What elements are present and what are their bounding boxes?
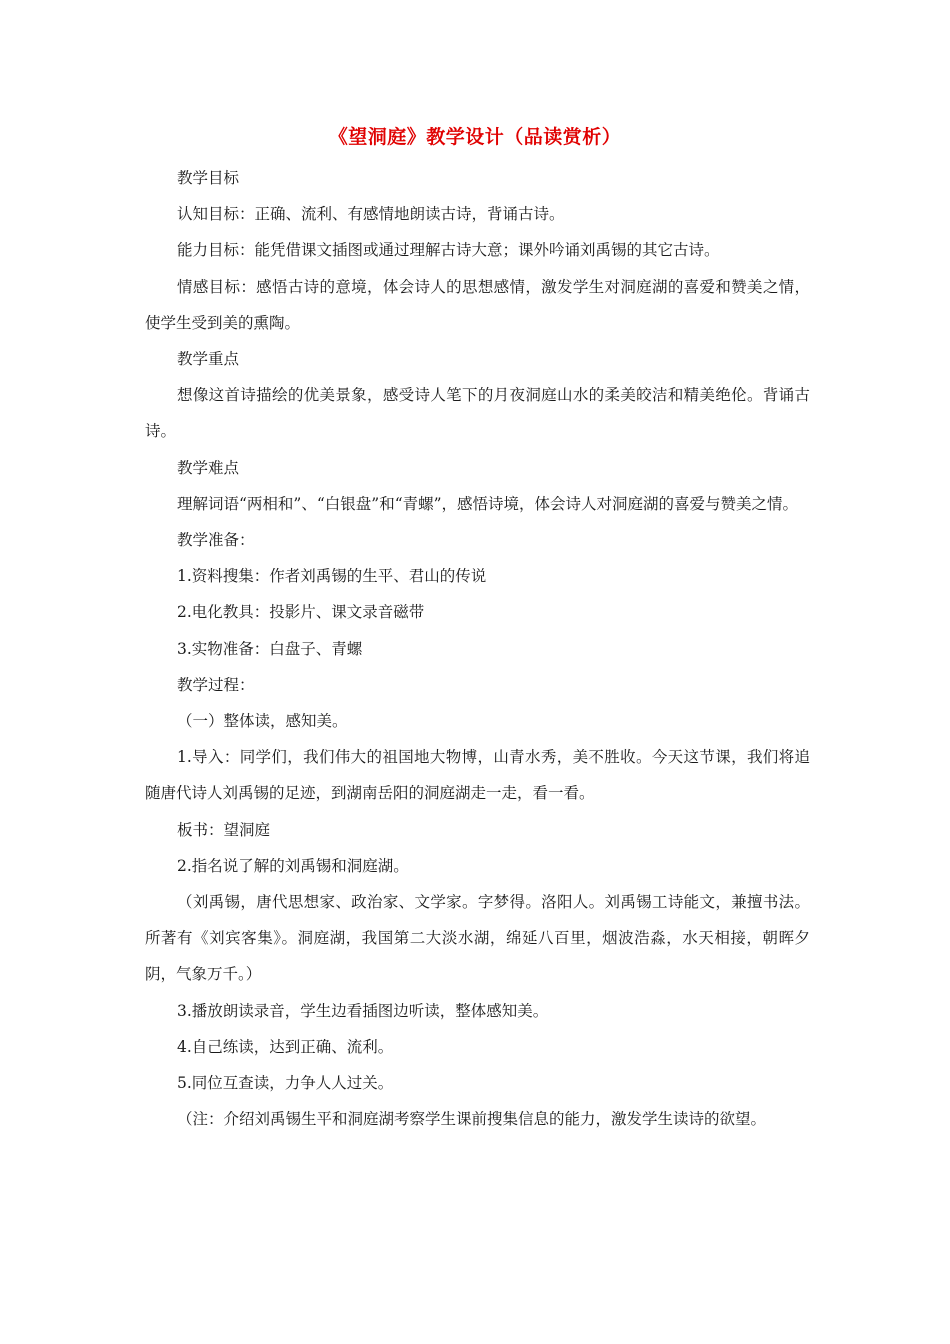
document-title: 《望洞庭》教学设计（品读赏析）: [328, 126, 622, 148]
list-item-preparation-2: 2.电化教具：投影片、课文录音磁带: [177, 603, 425, 622]
paragraph-step-5: 5.同位互查读，力争人人过关。: [177, 1074, 394, 1093]
heading-teaching-preparation: 教学准备：: [177, 531, 255, 550]
paragraph-teaching-focus: 想像这首诗描绘的优美景象，感受诗人笔下的月夜洞庭山水的柔美皎洁和精美绝伦。背诵古诗。: [145, 386, 810, 441]
paragraph-step-4: 4.自己练读，达到正确、流利。: [177, 1037, 394, 1056]
paragraph-cognitive-goal: 认知目标：正确、流利、有感情地朗读古诗，背诵古诗。: [177, 205, 565, 224]
heading-teaching-goals: 教学目标: [177, 169, 240, 187]
section-heading-1: （一）整体读，感知美。: [177, 712, 348, 731]
document-body: [145, 160, 810, 1137]
list-item-preparation-1: 1.资料搜集：作者刘禹锡的生平、君山的传说: [177, 567, 487, 586]
paragraph-ability-goal: 能力目标：能凭借课文插图或通过理解古诗大意；课外吟诵刘禹锡的其它古诗。: [177, 241, 720, 260]
paragraph-emotional-goal: 情感目标：感悟古诗的意境，体会诗人的思想感情，激发学生对洞庭湖的喜爱和赞美之情，使学生受到美的熏陶。: [145, 277, 810, 332]
paragraph-step-1-intro: 1.导入：同学们，我们伟大的祖国地大物博，山青水秀，美不胜收。今天这节课，我们将追随唐代诗人刘禹锡的足迹，到湖南岳阳的洞庭湖走一走，看一看。: [145, 748, 810, 803]
paragraph-step-3: 3.播放朗读录音，学生边看插图边听读，整体感知美。: [177, 1001, 549, 1020]
paragraph-annotation: （注：介绍刘禹锡生平和洞庭湖考察学生课前搜集信息的能力，激发学生读诗的欲望。: [177, 1110, 767, 1129]
list-item-preparation-3: 3.实物准备：白盘子、青螺: [177, 639, 363, 658]
paragraph-teaching-difficulty: 理解词语“两相和”、“白银盘”和“青螺”，感悟诗境，体会诗人对洞庭湖的喜爱与赞美之情。: [177, 494, 799, 513]
paragraph-blackboard: 板书：望洞庭: [177, 820, 271, 839]
heading-teaching-focus: 教学重点: [177, 350, 240, 369]
heading-teaching-process: 教学过程：: [177, 675, 255, 694]
paragraph-step-2: 2.指名说了解的刘禹锡和洞庭湖。: [177, 856, 409, 875]
heading-teaching-difficulty: 教学难点: [177, 458, 240, 477]
paragraph-author-note: （刘禹锡，唐代思想家、政治家、文学家。字梦得。洛阳人。刘禹锡工诗能文，兼擅书法。所著有《刘宾客集》。洞庭湖，我国第二大淡水湖，绵延八百里，烟波浩淼，水天相接，朝晖夕阴，气象万千。）: [145, 893, 810, 984]
